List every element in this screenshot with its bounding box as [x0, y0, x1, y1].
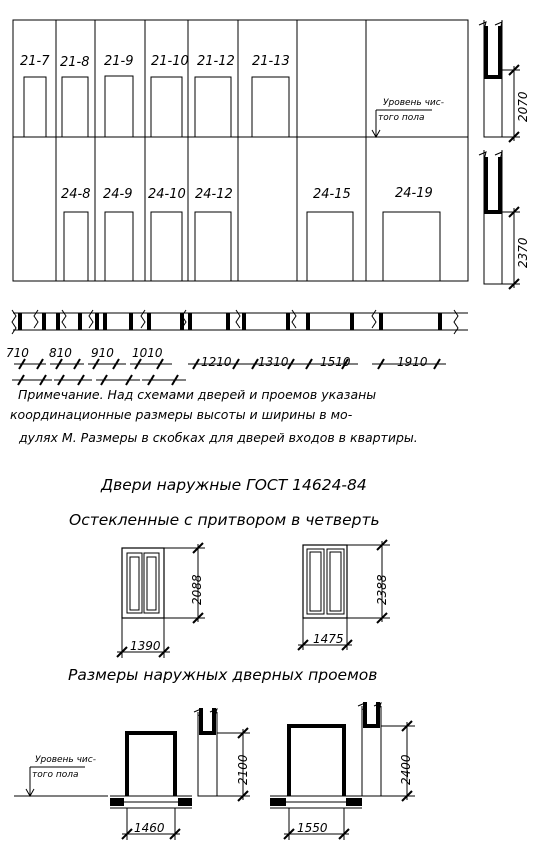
plan-strip: [12, 310, 468, 334]
height-dim-2370: 2370: [516, 237, 530, 268]
door-a-height: 2088: [190, 574, 204, 605]
door-label-24-19: 24-19: [395, 186, 433, 201]
door-label-21-9: 21-9: [104, 54, 134, 69]
opening-b: [270, 702, 415, 840]
door-label-24-8: 24-8: [61, 187, 91, 202]
floor-level-note-top: [372, 98, 444, 137]
door-label-24-9: 24-9: [103, 187, 133, 202]
openings-title: Размеры наружных дверных проемов: [68, 666, 378, 684]
opening-a-width: 1460: [134, 821, 165, 835]
svg-text:Уровень чис-: Уровень чис-: [35, 755, 96, 765]
width-710: 710: [6, 346, 29, 360]
door-label-21-7: 21-7: [20, 54, 50, 69]
opening-a-height: 2100: [236, 754, 250, 785]
svg-text:того пола: того пола: [378, 113, 425, 123]
wall-section-bottom: [479, 150, 530, 289]
opening-b-height: 2400: [399, 754, 413, 785]
opening-b-width: 1550: [297, 821, 328, 835]
door-label-24-15: 24-15: [313, 187, 351, 202]
height-dim-2070: 2070: [516, 91, 530, 122]
door-label-24-10: 24-10: [148, 187, 186, 202]
door-b-width: 1475: [313, 632, 344, 646]
svg-text:того пола: того пола: [32, 770, 79, 780]
floor-level-note-bottom: [14, 755, 108, 796]
door-label-21-8: 21-8: [60, 55, 90, 70]
door-label-21-10: 21-10: [151, 54, 189, 69]
width-1210: 1210: [201, 355, 232, 369]
door-label-21-12: 21-12: [197, 54, 235, 69]
note-line-1: Примечание. Над схемами дверей и проемов указаны: [18, 387, 377, 402]
door-label-21-13: 21-13: [252, 54, 290, 69]
row1-doors: [24, 76, 289, 137]
wall-section-top: [479, 20, 530, 142]
exterior-doors-title: Двери наружные ГОСТ 14624-84: [101, 476, 367, 494]
svg-text:Уровень чис-: Уровень чис-: [383, 98, 444, 108]
note-line-3: дулях М. Размеры в скобках для дверей входов в квартиры.: [19, 430, 418, 445]
width-1910: 1910: [397, 355, 428, 369]
exterior-doors-subtitle: Остекленные с притвором в четверть: [69, 511, 380, 529]
door-label-24-12: 24-12: [195, 187, 233, 202]
width-1010: 1010: [132, 346, 163, 360]
row2-doors: [64, 212, 440, 281]
width-810: 810: [49, 346, 72, 360]
width-1310: 1310: [258, 355, 289, 369]
door-a-width: 1390: [130, 639, 161, 653]
door-b-height: 2388: [375, 574, 389, 605]
width-910: 910: [91, 346, 114, 360]
opening-a: [110, 708, 250, 840]
note-line-2: координационные размеры высоты и ширины в мо-: [10, 407, 353, 422]
width-1510: 1510: [320, 355, 351, 369]
